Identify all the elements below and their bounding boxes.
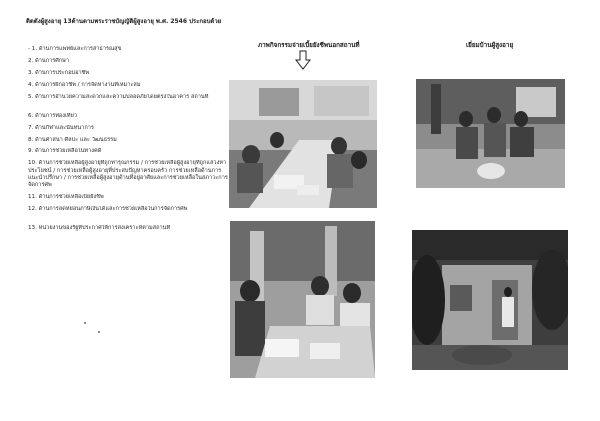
elderly-rights-list (28, 46, 233, 245)
list-item: 9. ด้านการช่วยเหลือในทางคดี (28, 148, 102, 155)
list-item: 10. ด้านการช่วยเหลือผู้สูงอายุที่ถูกทารุณกรรม / การช่วยเหลือผู้สูงอายุที่ถูกแสวงหาประโยชน์ / การช่วยเหลือผู้สูงอายุที่ประสบปัญหาครอบครัว การช่วยเหลือด้านการแนะนำปรึกษา / การช่วยเหลือผู้สูงอายุด้านที่อยู่อาศัยและการช่วยเหลือในสภาวะการจัดการศพ (28, 160, 228, 189)
list-item: 8. ด้านศาสนา ศิลปะ และ วัฒนธรรม (28, 136, 117, 143)
scan-speck (98, 331, 100, 333)
list-item: 7. ด้านกีฬาและนันทนาการ (28, 124, 94, 131)
list-item: 13. หน่วยงานของรัฐที่ประกาศให้การสงเคราะห์ตามสถานที่ (28, 225, 171, 232)
activities-caption: ภาพกิจกรรมจ่ายเบี้ยยังชีพนอกสถานที่ (258, 42, 360, 49)
list-item: 11. ด้านการช่วยเหลือเบี้ยยังชีพ (28, 194, 104, 201)
home-visit-photo-house (412, 230, 568, 370)
list-item: 3. ด้านการประกอบอาชีพ (28, 69, 90, 76)
activity-photo-registration (230, 221, 375, 378)
list-item: 12. ด้านการลดหย่อนภาษีเงินได้และการช่วยเหลือในการจัดการศพ (28, 206, 188, 213)
page-heading: ติดตั้งผู้สูงอายุ 13ด้านตามพระราชบัญญัติผู้สูงอายุ พ.ศ. 2546 ประกอบด้วย (26, 18, 222, 25)
activity-photo-meeting (229, 80, 377, 208)
list-item: 6. ด้านการท่องเที่ยว (28, 112, 78, 119)
list-item: 5. ด้านการอำนวยความสะดวกและความปลอดภัยโดยตรงในอาคาร สถานที่ (28, 93, 209, 100)
home-visit-photo-group (416, 79, 565, 188)
list-item: 2. ด้านการศึกษา (28, 57, 70, 64)
down-arrow-icon (294, 50, 312, 70)
list-item: - 1. ด้านการแพทย์และการสาธารณสุข (28, 46, 122, 52)
home-visit-caption: เยี่ยมบ้านผู้สูงอายุ (466, 42, 514, 49)
scan-speck (84, 322, 86, 324)
list-item: 4. ด้านการฝึกอาชีพ / การจัดหางานที่เหมาะสม (28, 81, 141, 88)
